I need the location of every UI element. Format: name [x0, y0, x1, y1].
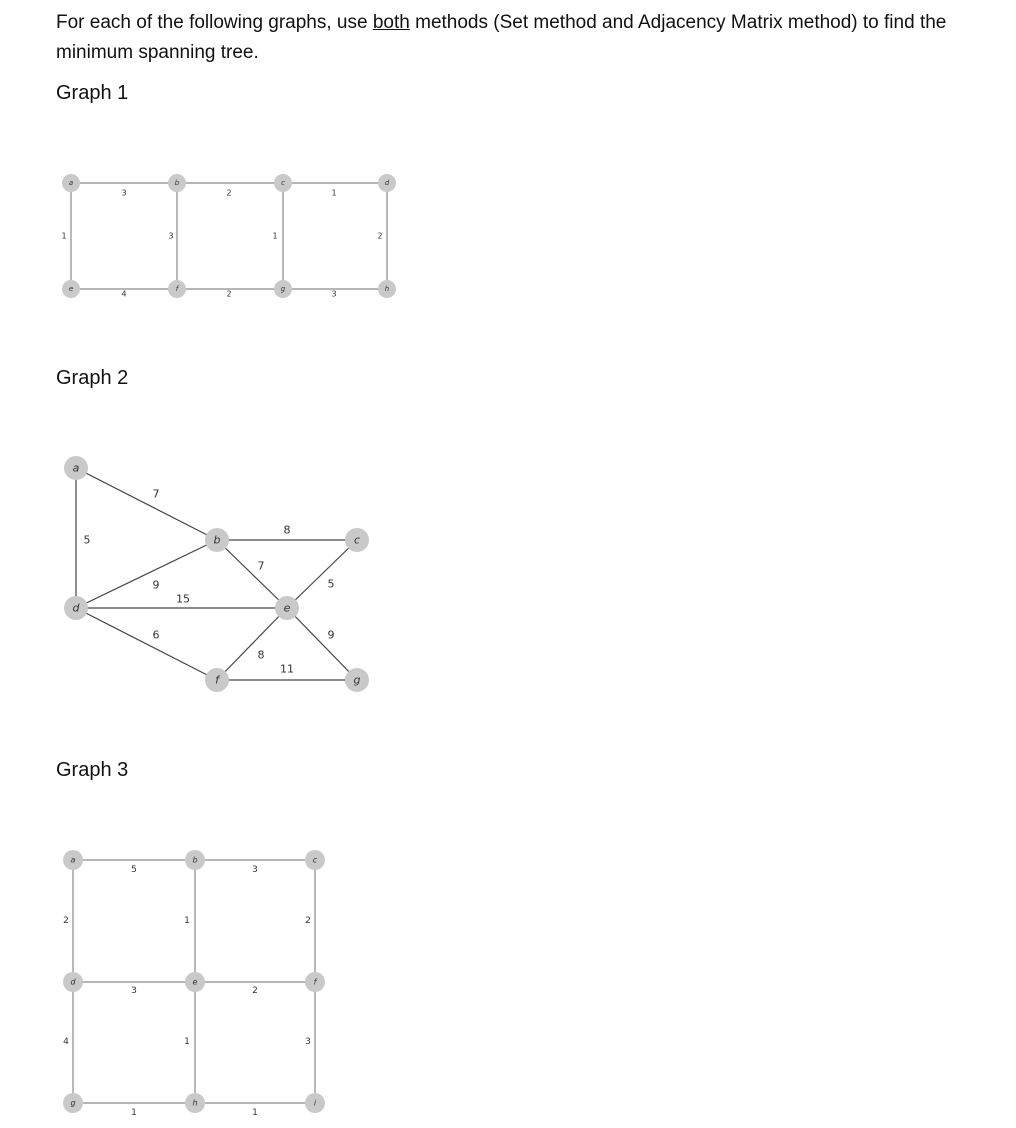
node-label-d: d	[70, 977, 76, 987]
node-label-c: c	[312, 855, 318, 865]
edge-weight-d-h: 2	[377, 231, 383, 241]
edge-weight-b-c: 2	[226, 188, 232, 198]
edge-weight-b-f: 3	[168, 231, 174, 241]
edge-weight-g-h: 3	[331, 289, 337, 299]
node-label-c: c	[353, 533, 361, 547]
instructions-emphasis: both	[372, 12, 410, 33]
instructions-text: For each of the following graphs, use	[56, 12, 373, 33]
edge-weight-e-f: 2	[252, 986, 258, 996]
edge-weight-c-g: 1	[272, 231, 278, 241]
node-label-f: f	[313, 977, 317, 987]
edge-weight-b-c: 3	[252, 865, 258, 875]
node-label-a: a	[68, 179, 74, 187]
node-label-e: e	[68, 285, 74, 293]
node-label-a: a	[70, 855, 76, 865]
node-label-g: g	[353, 673, 361, 687]
edge-weight-f-g: 2	[226, 289, 232, 299]
node-label-c: c	[281, 179, 285, 187]
graph-3-title: Graph 3	[56, 759, 129, 781]
edge-weight-d-e: 3	[131, 986, 137, 996]
edge-weight-e-g: 9	[327, 628, 335, 642]
node-label-h: h	[384, 285, 390, 293]
node-label-g: g	[280, 285, 286, 293]
edge-weight-a-b: 5	[131, 865, 137, 875]
node-label-e: e	[283, 601, 291, 615]
edge-weight-c-f: 2	[305, 916, 311, 926]
edge-weight-d-b: 9	[152, 578, 160, 592]
edge-weight-e-h: 1	[184, 1037, 190, 1047]
edge-weight-g-h: 1	[131, 1108, 137, 1118]
edge-weight-a-b: 7	[152, 487, 160, 501]
graph-2-title: Graph 2	[56, 367, 129, 389]
instructions-text-end: methods (Set method and Adjacency Matrix method) to find the minimum spanning tree.	[56, 12, 947, 63]
node-label-f: f	[215, 673, 219, 687]
node-label-h: h	[192, 1098, 198, 1108]
edge-weight-c-d: 1	[331, 188, 337, 198]
node-label-b: b	[174, 179, 180, 187]
node-label-d: d	[384, 179, 390, 187]
edge-weight-b-e: 7	[257, 559, 265, 573]
edge-weight-f-g: 11	[280, 662, 294, 676]
edge-weight-a-e: 1	[61, 231, 67, 241]
node-label-g: g	[70, 1098, 76, 1108]
edge-weight-a-d: 5	[83, 533, 91, 547]
node-label-e: e	[192, 977, 198, 987]
node-label-b: b	[192, 855, 198, 865]
edge-weight-f-i: 3	[305, 1037, 311, 1047]
edge-weight-a-b: 3	[121, 188, 127, 198]
edge-weight-a-d: 2	[63, 916, 69, 926]
node-label-b: b	[213, 533, 221, 547]
node-label-f: f	[175, 285, 179, 293]
graph-1-title: Graph 1	[56, 82, 129, 104]
node-label-i: i	[313, 1098, 317, 1108]
node-label-a: a	[72, 461, 80, 475]
edge-weight-e-f: 4	[121, 289, 127, 299]
edge-weight-b-c: 8	[283, 523, 291, 537]
edge-weight-d-e: 15	[176, 592, 190, 606]
edge-weight-h-i: 1	[252, 1108, 258, 1118]
edge-weight-d-f: 6	[152, 628, 160, 642]
edge-weight-d-g: 4	[63, 1037, 69, 1047]
edge-weight-b-e: 1	[184, 916, 190, 926]
edge-weight-f-e: 8	[257, 648, 265, 662]
node-label-d: d	[72, 601, 80, 615]
edge-weight-c-e: 5	[327, 577, 335, 591]
